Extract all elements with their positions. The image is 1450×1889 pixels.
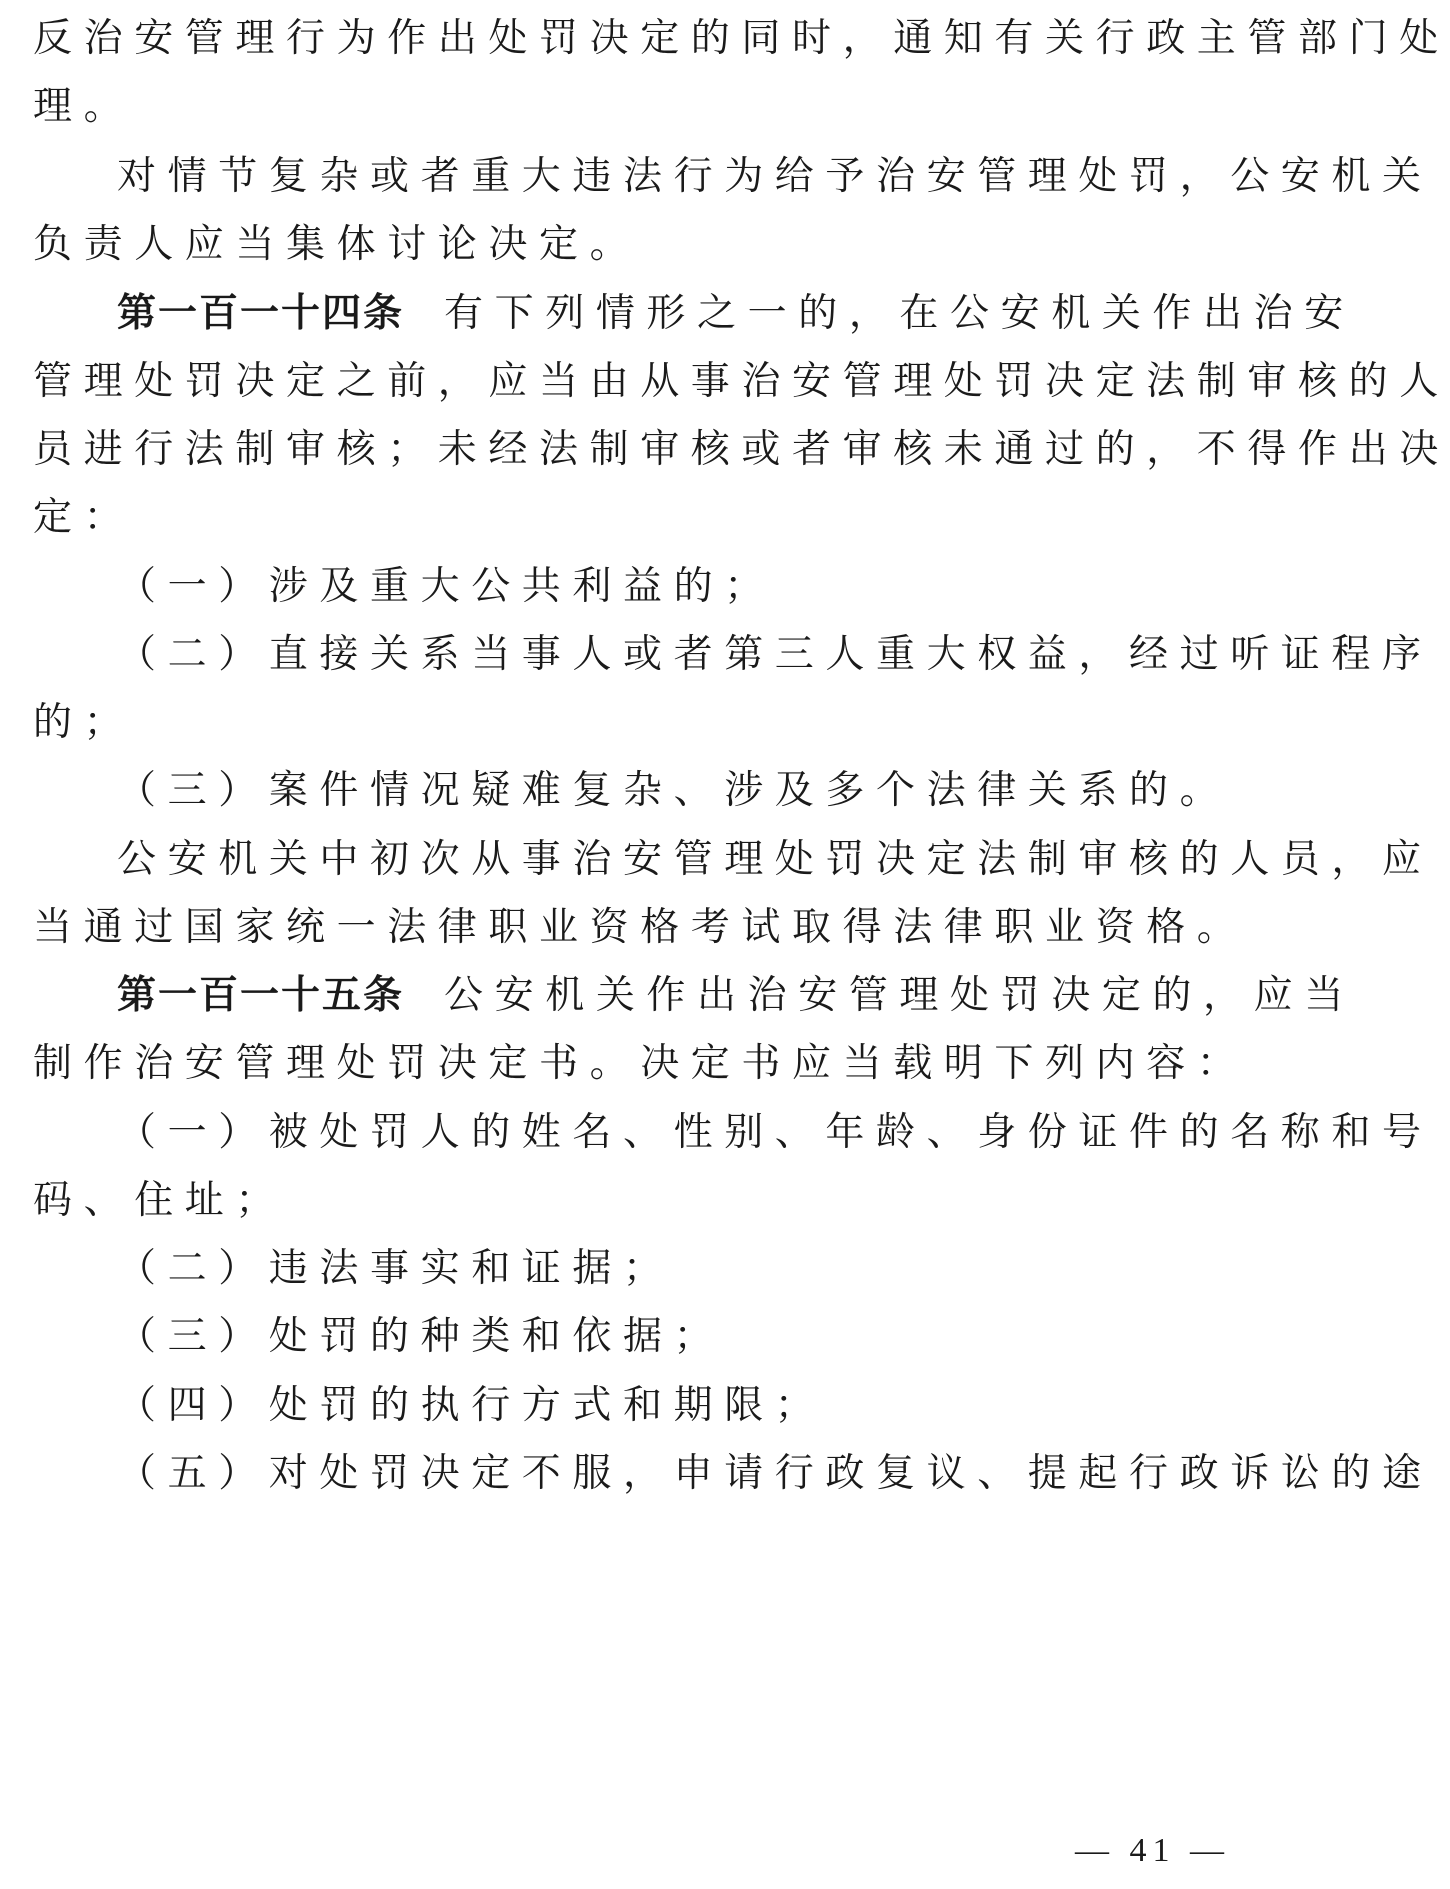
text-line: 理。 <box>33 84 135 129</box>
text-line: 管理处罚决定之前，应当由从事治安管理处罚决定法制审核的人 <box>33 359 1450 404</box>
article-115-line: 第一百一十五条 公安机关作出治安管理处罚决定的，应当 <box>117 973 1355 1018</box>
article-114-line: 第一百一十四条 有下列情形之一的，在公安机关作出治安 <box>117 291 1355 336</box>
text-line: 制作治安管理处罚决定书。决定书应当载明下列内容： <box>33 1041 1248 1086</box>
list-item: （一）被处罚人的姓名、性别、年龄、身份证件的名称和号 <box>117 1110 1433 1155</box>
list-item: （二）违法事实和证据； <box>117 1246 674 1291</box>
list-item: （四）处罚的执行方式和期限； <box>117 1383 826 1428</box>
paragraph-line: 对情节复杂或者重大违法行为给予治安管理处罚，公安机关 <box>117 154 1433 199</box>
list-item: （五）对处罚决定不服，申请行政复议、提起行政诉讼的途 <box>117 1451 1433 1496</box>
text-line: 员进行法制审核；未经法制审核或者审核未通过的，不得作出决 <box>33 427 1450 472</box>
text-line: 码、住址； <box>33 1178 287 1223</box>
article-115-title: 第一百一十五条 <box>117 973 405 1018</box>
list-item: （一）涉及重大公共利益的； <box>117 564 775 609</box>
list-item: （三）案件情况疑难复杂、涉及多个法律关系的。 <box>117 768 1231 813</box>
list-item: （三）处罚的种类和依据； <box>117 1314 725 1359</box>
text-line: 负责人应当集体讨论决定。 <box>33 222 641 267</box>
page-number: — 41 — <box>1075 1832 1230 1869</box>
list-item: （二）直接关系当事人或者第三人重大权益，经过听证程序 <box>117 632 1433 677</box>
article-114-title: 第一百一十四条 <box>117 291 405 336</box>
text-line: 反治安管理行为作出处罚决定的同时，通知有关行政主管部门处 <box>33 16 1450 61</box>
text-line: 定： <box>33 495 135 540</box>
text-line: 当通过国家统一法律职业资格考试取得法律职业资格。 <box>33 905 1248 950</box>
text-line: 的； <box>33 700 135 745</box>
paragraph-line: 公安机关中初次从事治安管理处罚决定法制审核的人员，应 <box>117 837 1433 882</box>
